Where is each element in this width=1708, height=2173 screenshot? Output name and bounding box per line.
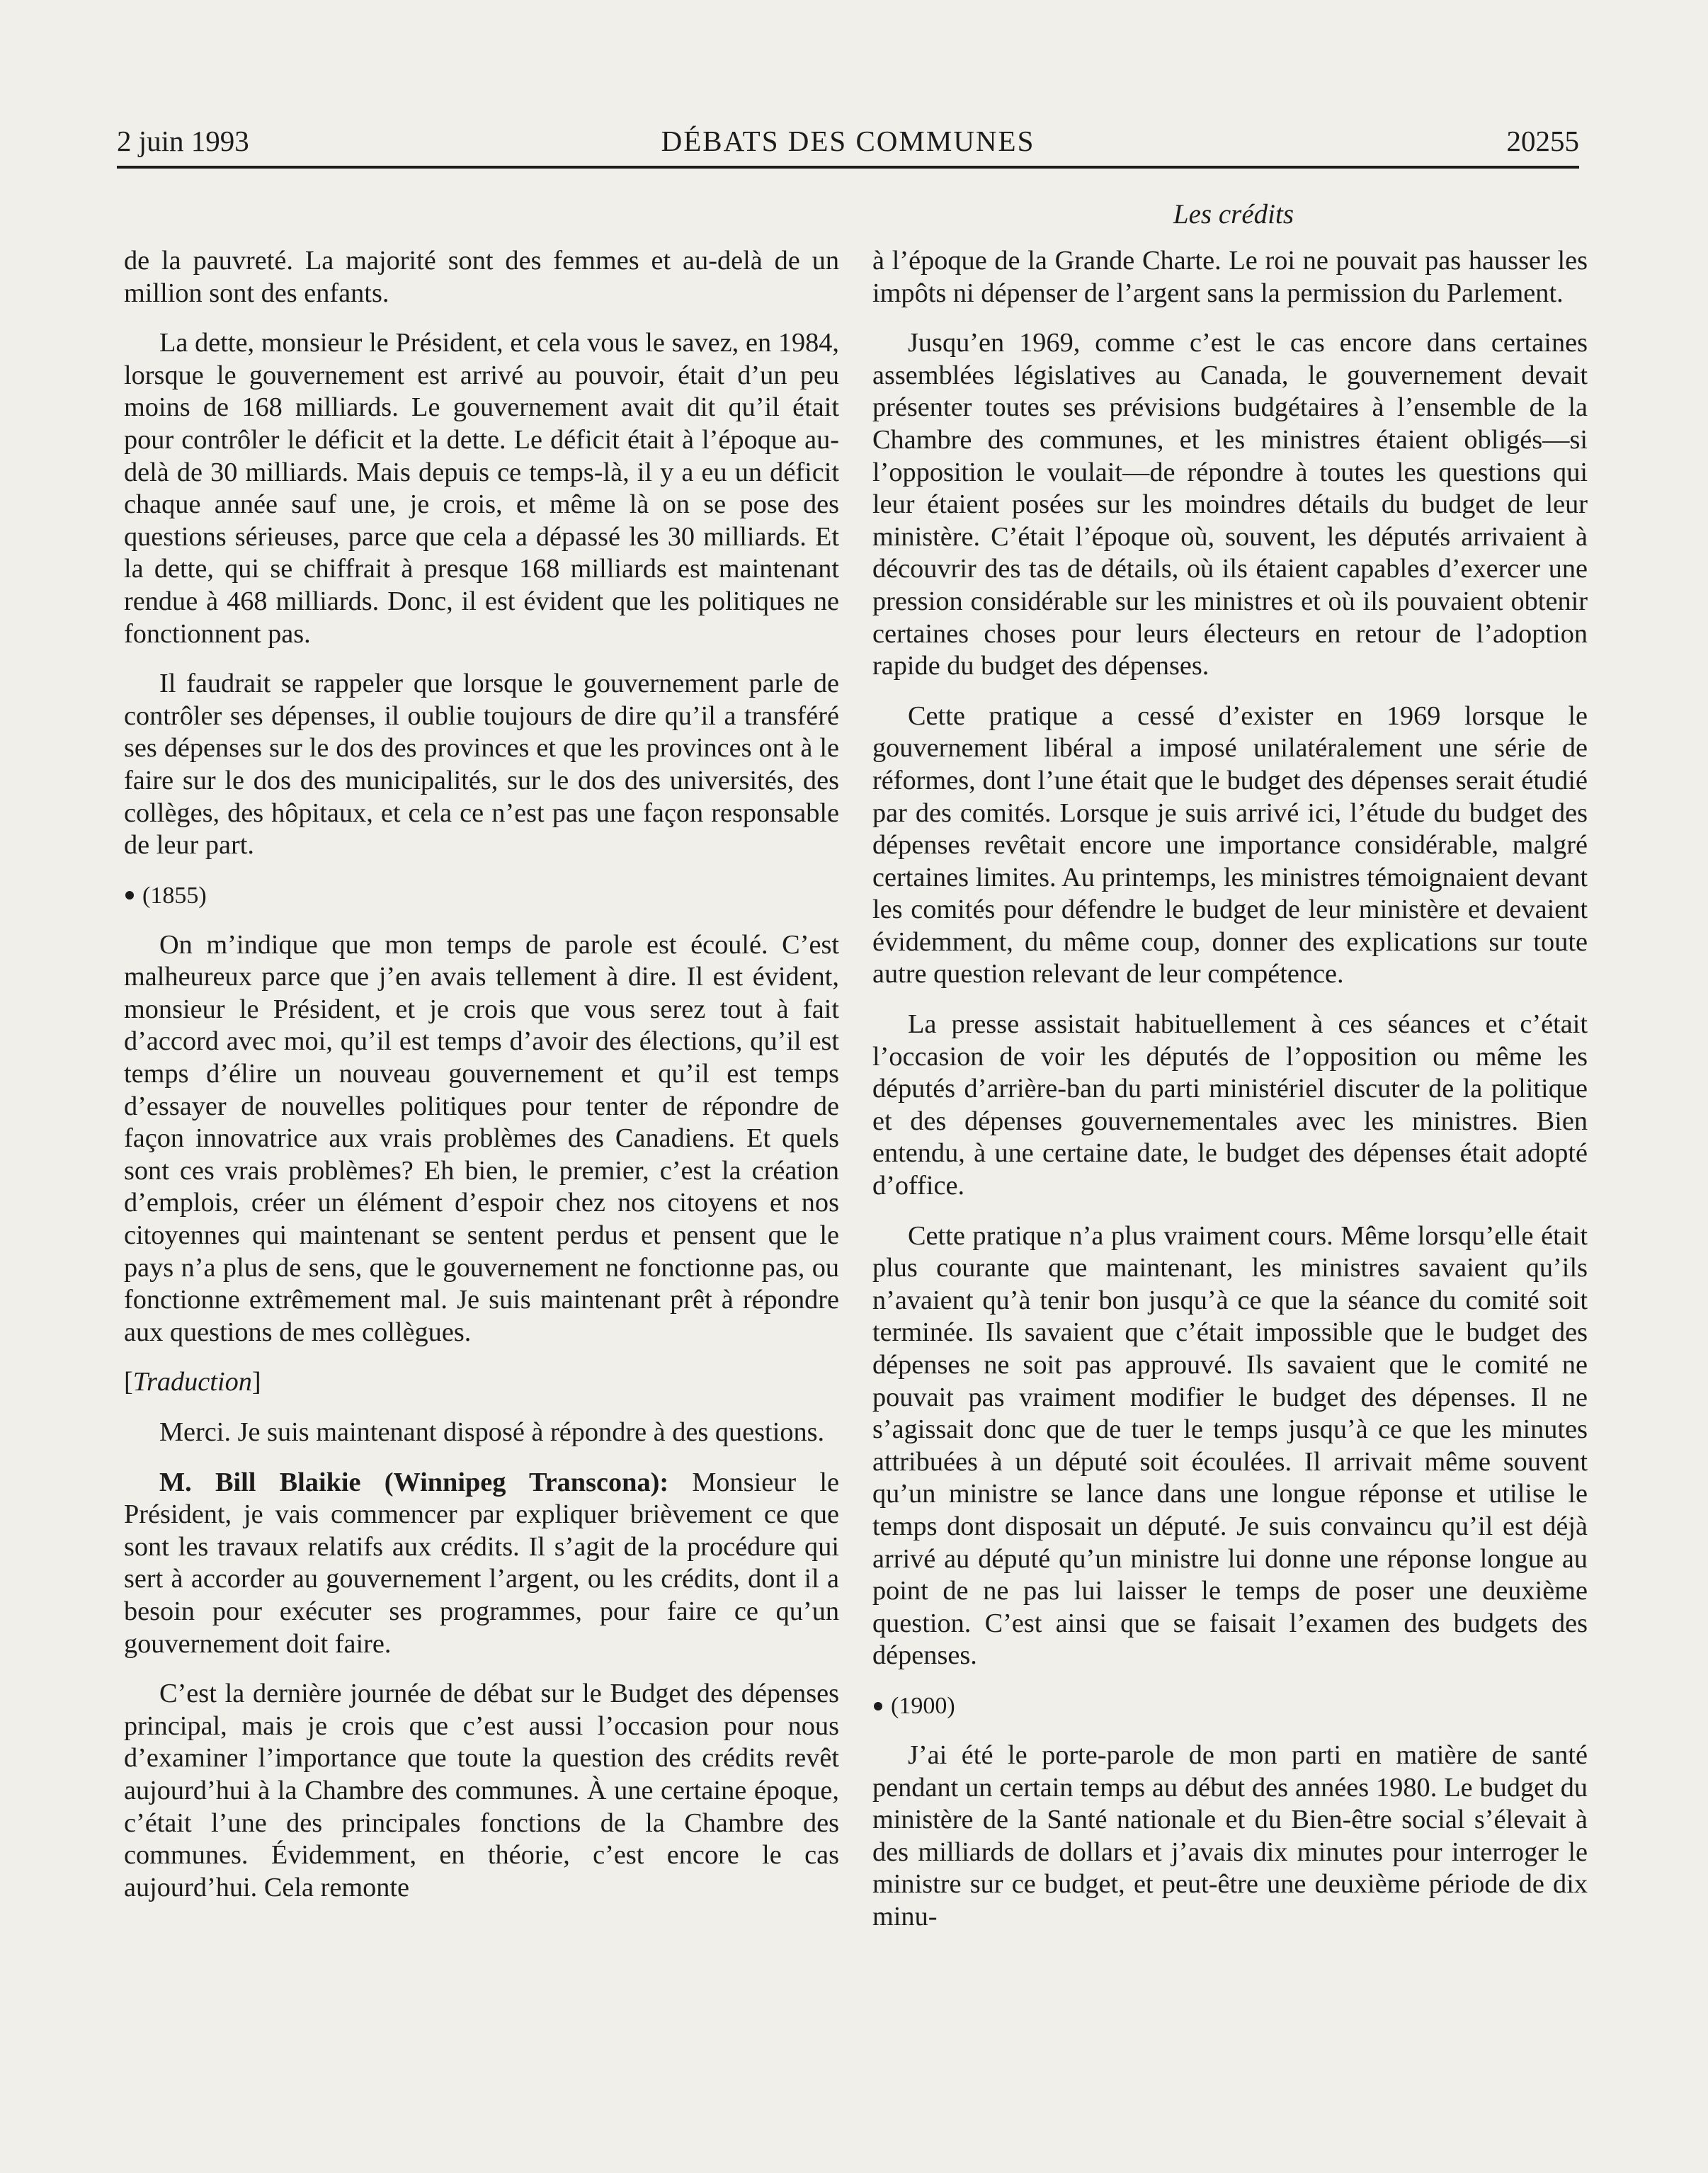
translation-label: Traduction [132, 1367, 252, 1397]
paragraph: Jusqu’en 1969, comme c’est le cas encore dans certaines assemblées législatives au Canada, le gouvernement devait présenter toutes ses prévisions budgétaires à l’ensemble de la Chambre des communes, et les ministres étaient obligés—si l’opposition le voulait—de répondre à toutes les questions qui leur étaient posées sur les moindres détails du budget de leur ministère. C’était l’époque où, souvent, les députés arrivaient à découvrir des tas de détails, où ils étaient capables d’exercer une pression considérable sur les ministres et où ils pouvaient obtenir certaines choses pour leurs électeurs en retour de l’adoption rapide du budget des dépenses. [872, 328, 1588, 681]
paragraph: Merci. Je suis maintenant disposé à répondre à des questions. [159, 1417, 825, 1447]
speaker-text: Monsieur le Président, je vais commencer par expliquer brièvement ce que sont les travaux relatifs aux crédits. Il s’agit de la procédure qui sert à accorder au gouvernement l’argent, ou les crédits, dont il a besoin pour exécuter ses programmes, pour faire ce qu’un gouvernement doit faire. [124, 1467, 840, 1659]
time-marker [124, 880, 839, 912]
section-label: Les crédits [1173, 199, 1294, 229]
paragraph: La presse assistait habituellement à ces séances et c’était l’occasion de voir les députés de l’opposition ou même les députés d’arrière-ban du parti ministériel discuter de la politique et des dépenses gouvernementales avec les ministres. Bien entendu, à une certaine date, le budget des dépenses était adopté d’office. [872, 1009, 1588, 1201]
time-marker-text: (1900) [891, 1692, 955, 1719]
paragraph: de la pauvreté. La majorité sont des femmes et au-delà de un million sont des enfants. [124, 246, 839, 308]
header-page-number: 20255 [1506, 125, 1579, 157]
speaker-name: M. Bill Blaikie (Winnipeg Transcona): [159, 1467, 669, 1497]
paragraph: à l’époque de la Grande Charte. Le roi ne pouvait pas hausser les impôts ni dépenser de l’argent sans la permission du Parlement. [872, 246, 1588, 308]
speaker-paragraph [124, 1467, 839, 1661]
page-header [117, 122, 1579, 169]
bullet-icon [125, 891, 134, 900]
time-marker [872, 1690, 1588, 1722]
paragraph: On m’indique que mon temps de parole est écoulé. C’est malheureux parce que j’en avais tellement à dire. Il est évident, monsieur le Président, et je crois que vous serez tout à fait d’accord avec moi, qu’il est temps d’avoir des élections, qu’il est temps d’élire un nouveau gouvernement et qu’il est temps d’essayer de nouvelles politiques pour tenter de répondre de façon innovatrice aux vrais problèmes des Canadiens. Et quels sont ces vrais problèmes? Eh bien, le premier, c’est la création d’emplois, créer un élément d’espoir chez nos citoyens et nos citoyennes qui maintenant se sentent perdus et pensent que le pays n’a plus de sens, que le gouvernement ne fonctionne pas, ou fonctionne extrêmement mal. Je suis maintenant prêt à répondre aux questions de mes collègues. [124, 929, 839, 1347]
header-date: 2 juin 1993 [117, 125, 249, 157]
left-column [124, 245, 839, 1922]
translation-note: [Traduction] [124, 1367, 261, 1397]
paragraph: Cette pratique n’a plus vraiment cours. Même lorsqu’elle était plus courante que maintenant, les ministres savaient qu’ils n’avaient qu’à tenir bon jusqu’à ce que la séance du comité soit terminée. Ils savaient que c’était impossible que le budget des dépenses ne soit pas approuvé. Ils savaient que le comité ne pouvait pas vraiment modifier le budget des dépenses. Il ne s’agissait donc que de tuer le temps jusqu’à ce que les minutes attribuées à un député soit écoulées. Il arrivait même souvent qu’un ministre se lance dans une longue réponse et utilise le temps dont disposait un député. Je suis convaincu qu’il est déjà arrivé au député qu’un ministre lui donne une réponse longue au point de ne pas lui laisser le temps de poser une deuxième question. C’est ainsi que se faisait l’examen des budgets des dépenses. [872, 1220, 1588, 1671]
right-column [872, 245, 1588, 1951]
bullet-icon [874, 1702, 882, 1710]
paragraph: La dette, monsieur le Président, et cela vous le savez, en 1984, lorsque le gouvernement est arrivé au pouvoir, était d’un peu moins de 168 milliards. Le gouvernement avait dit qu’il était pour contrôler le déficit et la dette. Le déficit était à l’époque au-delà de 30 milliards. Mais depuis ce temps-là, il y a eu un déficit chaque année sauf une, je crois, et même là on se pose des questions sérieuses, parce que cela a dépassé les 30 milliards. Et la dette, qui se chiffrait à presque 168 milliards est maintenant rendue à 468 milliards. Donc, il est évident que les politiques ne fonctionnent pas. [124, 328, 839, 649]
paragraph: J’ai été le porte-parole de mon parti en matière de santé pendant un certain temps au début des années 1980. Le budget du ministère de la Santé nationale et du Bien-être social s’élevait à des milliards de dollars et j’avais dix minutes pour interroger le ministre sur ce budget, et peut-être une deuxième période de dix minu- [872, 1740, 1588, 1931]
paragraph: C’est la dernière journée de débat sur le Budget des dépenses principal, mais je crois que c’est aussi l’occasion pour nous d’examiner l’importance que toute la question des crédits revêt aujourd’hui à la Chambre des communes. À une certaine époque, c’était l’une des principales fonctions de la Chambre des communes. Évidemment, en théorie, c’est encore le cas aujourd’hui. Cela remonte [124, 1679, 839, 1902]
time-marker-text: (1855) [142, 882, 207, 909]
paragraph: Il faudrait se rappeler que lorsque le gouvernement parle de contrôler ses dépenses, il oublie toujours de dire qu’il a transféré ses dépenses sur le dos des provinces et que les provinces ont à le faire sur le dos des municipalités, sur le dos des universités, des collèges, des hôpitaux, et cela ce n’est pas une façon responsable de leur part. [124, 669, 839, 861]
paragraph: Cette pratique a cessé d’exister en 1969 lorsque le gouvernement libéral a imposé unilatéralement une série de réformes, dont l’une était que le budget des dépenses serait étudié par des comités. Lorsque je suis arrivé ici, l’étude du budget des dépenses revêtait encore une importance considérable, malgré certaines limites. Au printemps, les ministres témoignaient devant les comités pour défendre le budget de leur ministère et devaient évidemment, du même coup, donner des explications sur toute autre question relevant de leur compétence. [872, 700, 1588, 989]
header-title: DÉBATS DES COMMUNES [661, 125, 1035, 157]
